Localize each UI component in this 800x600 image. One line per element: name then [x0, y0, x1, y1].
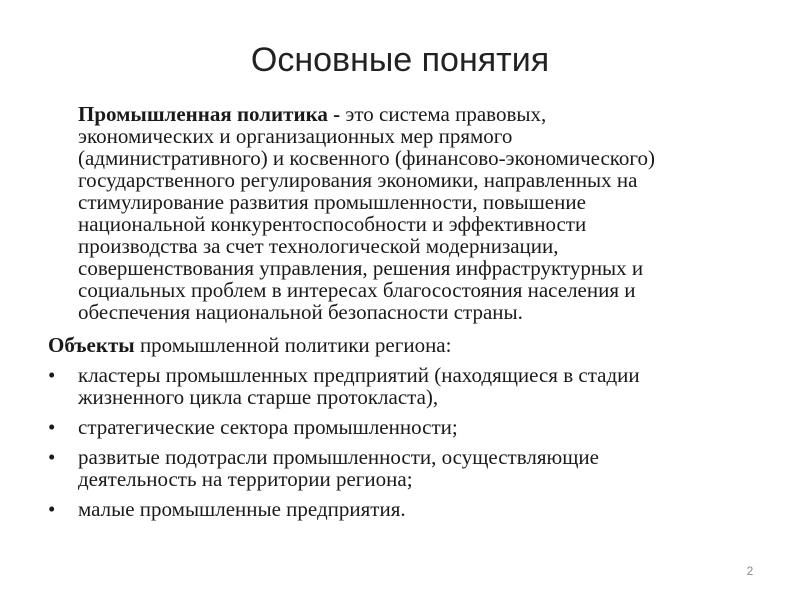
list-item-line: стратегические сектора промышленности; — [78, 415, 458, 439]
objects-list — [48, 364, 768, 528]
definition-line: социальных проблем в интересах благосостояния населения и — [78, 278, 636, 302]
definition-line: стимулирование развития промышленности, повышение — [78, 190, 586, 214]
list-item-line: малые промышленные предприятия. — [78, 497, 406, 521]
definition-line-1 — [78, 103, 768, 125]
definition-line: обеспечения национальной безопасности страны. — [78, 300, 523, 324]
definition-text: это система правовых, — [340, 102, 547, 126]
list-item-line: развитые подотрасли промышленности, осуществляющие — [78, 445, 599, 469]
definition-term: Промышленная политика - — [78, 102, 341, 126]
definition-line: совершенствования управления, решения инфраструктурных и — [78, 256, 644, 280]
objects-heading — [48, 334, 768, 356]
definition-line: национальной конкурентоспособности и эффективности — [78, 212, 587, 236]
definition-line: государственного регулирования экономики, направленных на — [78, 168, 638, 192]
list-item — [48, 364, 768, 408]
list-item-line: жизненного цикла старше протокласта), — [78, 385, 439, 409]
list-item-line: деятельность на территории региона; — [78, 467, 413, 491]
page-number: 2 — [746, 564, 754, 578]
bullet-icon: • — [48, 497, 56, 521]
list-item — [48, 446, 768, 490]
objects-term: Объекты — [48, 333, 135, 357]
objects-text: промышленной политики региона: — [134, 333, 452, 357]
list-item — [48, 498, 768, 520]
bullet-icon: • — [48, 363, 56, 387]
bullet-icon: • — [48, 445, 56, 469]
definition-paragraph — [78, 103, 768, 323]
definition-line: производства за счет технологической модернизации, — [78, 234, 559, 258]
list-item — [48, 416, 768, 438]
slide-title: Основные понятия — [250, 41, 550, 79]
list-item-line: кластеры промышленных предприятий (находящиеся в стадии — [78, 363, 640, 387]
definition-line: (административного) и косвенного (финансово-экономического) — [78, 146, 656, 170]
definition-line: экономических и организационных мер прямого — [78, 124, 513, 148]
bullet-icon: • — [48, 415, 56, 439]
